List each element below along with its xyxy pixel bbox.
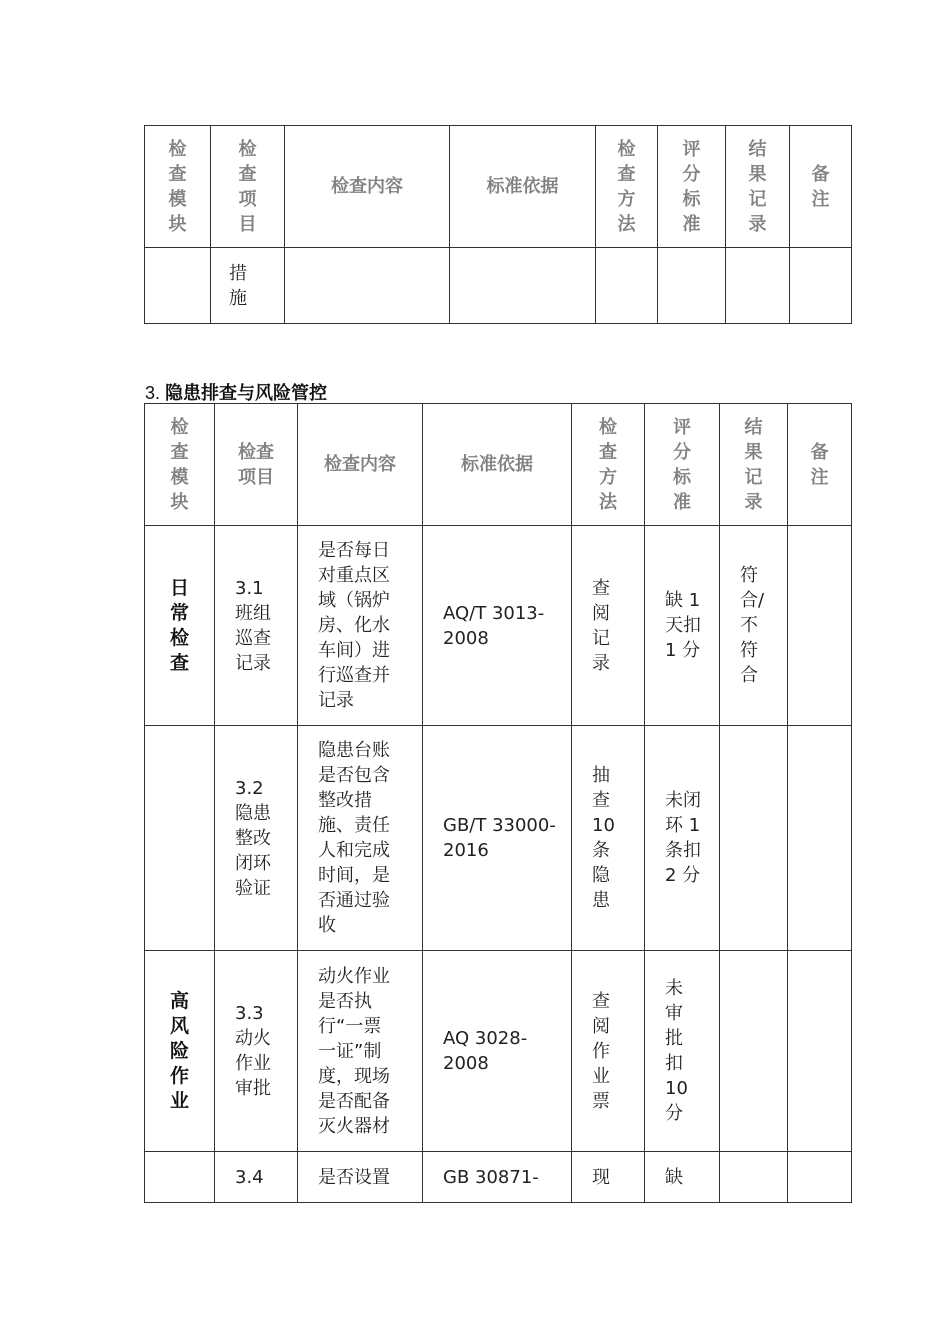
cell-method <box>596 248 658 324</box>
cell-remark <box>788 951 852 1152</box>
cell-scoring: 未审批扣 10 分 <box>645 951 720 1152</box>
cell-content: 是否每日对重点区域（锅炉房、化水车间）进行巡查并记录 <box>298 526 423 726</box>
cell-result <box>720 1152 788 1203</box>
table-row <box>145 951 852 1152</box>
cell-item: 3.3 动火作业审批 <box>215 951 298 1152</box>
header-result: 结果记录 <box>726 126 790 248</box>
cell-module: 日常检查 <box>145 526 215 726</box>
cell-result <box>720 951 788 1152</box>
header-item: 检查项目 <box>211 126 285 248</box>
section-title: 隐患排查与风险管控 <box>165 383 328 403</box>
cell-item: 3.4 <box>215 1152 298 1203</box>
header-scoring: 评分标准 <box>645 404 720 526</box>
cell-standard: GB 30871- <box>423 1152 572 1203</box>
cell-method: 查阅作业票 <box>572 951 645 1152</box>
hazard-inspection-table <box>144 403 852 1203</box>
cell-item: 3.2 隐患整改闭环验证 <box>215 726 298 951</box>
header-remark: 备注 <box>788 404 852 526</box>
header-standard: 标准依据 <box>450 126 596 248</box>
cell-remark <box>790 248 852 324</box>
table-row <box>145 1152 852 1203</box>
cell-remark <box>788 526 852 726</box>
cell-result <box>726 248 790 324</box>
cell-method: 抽查 10 条隐患 <box>572 726 645 951</box>
header-scoring: 评分标准 <box>658 126 726 248</box>
cell-content <box>285 248 450 324</box>
cell-content: 是否设置 <box>298 1152 423 1203</box>
cell-standard <box>450 248 596 324</box>
header-module: 检查模块 <box>145 404 215 526</box>
cell-method: 查阅记录 <box>572 526 645 726</box>
header-item: 检查项目 <box>215 404 298 526</box>
cell-result <box>720 726 788 951</box>
cell-item: 措施 <box>211 248 285 324</box>
cell-remark <box>788 726 852 951</box>
header-content: 检查内容 <box>298 404 423 526</box>
cell-item: 3.1 班组巡查记录 <box>215 526 298 726</box>
cell-standard: AQ/T 3013-2008 <box>423 526 572 726</box>
cell-content: 隐患台账是否包含整改措施、责任人和完成时间，是否通过验收 <box>298 726 423 951</box>
table-header-row <box>145 404 852 526</box>
table-row <box>145 248 852 324</box>
table-row <box>145 726 852 951</box>
cell-scoring <box>658 248 726 324</box>
cell-module: 高风险作业 <box>145 951 215 1152</box>
header-module: 检查模块 <box>145 126 211 248</box>
header-result: 结果记录 <box>720 404 788 526</box>
section-number: 3. <box>145 383 161 403</box>
cell-method: 现 <box>572 1152 645 1203</box>
cell-scoring: 缺 <box>645 1152 720 1203</box>
cell-module <box>145 248 211 324</box>
inspection-table-continued <box>144 125 852 324</box>
table-row <box>145 526 852 726</box>
header-method: 检查方法 <box>596 126 658 248</box>
section-heading <box>145 379 327 405</box>
table-header-row <box>145 126 852 248</box>
cell-standard: AQ 3028-2008 <box>423 951 572 1152</box>
cell-module <box>145 726 215 951</box>
cell-scoring: 未闭环 1 条扣 2 分 <box>645 726 720 951</box>
cell-result: 符合/不符合 <box>720 526 788 726</box>
header-standard: 标准依据 <box>423 404 572 526</box>
cell-remark <box>788 1152 852 1203</box>
header-method: 检查方法 <box>572 404 645 526</box>
cell-standard: GB/T 33000-2016 <box>423 726 572 951</box>
header-content: 检查内容 <box>285 126 450 248</box>
header-remark: 备注 <box>790 126 852 248</box>
cell-content: 动火作业是否执行“一票一证”制度，现场是否配备灭火器材 <box>298 951 423 1152</box>
cell-module <box>145 1152 215 1203</box>
cell-scoring: 缺 1 天扣 1 分 <box>645 526 720 726</box>
